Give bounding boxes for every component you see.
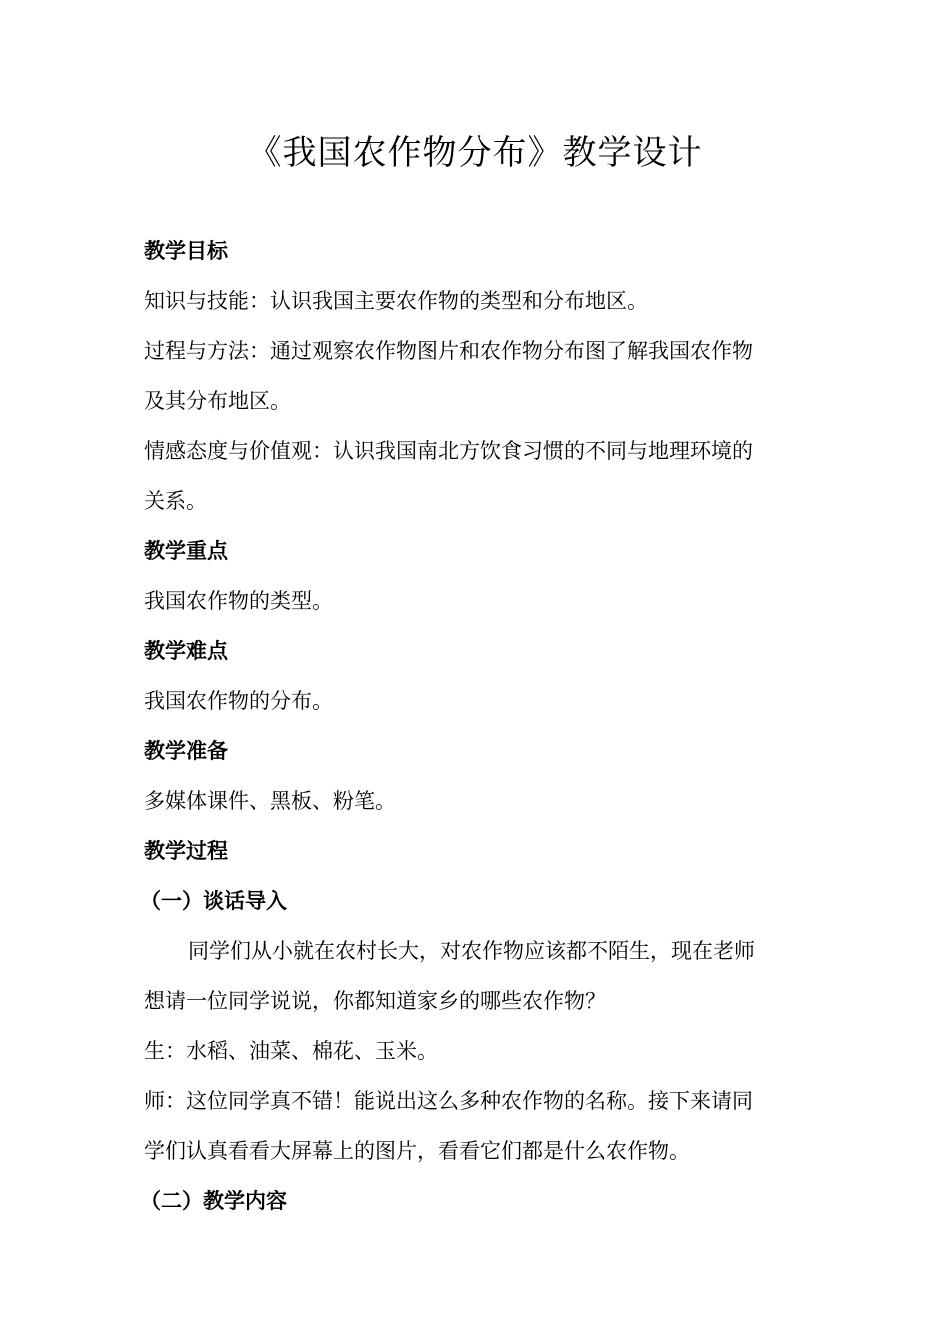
paragraph-emotion-values-cont: 关系。 <box>144 489 207 513</box>
paragraph-key-points: 我国农作物的类型。 <box>144 589 333 613</box>
document-body <box>140 226 806 1226</box>
paragraph-student-answer: 生：水稻、油菜、棉花、玉米。 <box>144 1039 438 1063</box>
paragraph-difficulties: 我国农作物的分布。 <box>144 689 333 713</box>
subheading-introduction: （一）谈话导入 <box>140 889 287 913</box>
paragraph-process-method: 过程与方法：通过观察农作物图片和农作物分布图了解我国农作物 <box>144 339 753 363</box>
section-heading-objectives: 教学目标 <box>144 239 228 263</box>
paragraph-teacher-response-cont: 学们认真看看大屏幕上的图片，看看它们都是什么农作物。 <box>144 1139 690 1163</box>
document-title: 《我国农作物分布》教学设计 <box>247 133 703 173</box>
paragraph-introduction: 同学们从小就在农村长大，对农作物应该都不陌生，现在老师 <box>188 939 755 963</box>
paragraph-knowledge-skills: 知识与技能：认识我国主要农作物的类型和分布地区。 <box>144 289 648 313</box>
subheading-teaching-content: （二）教学内容 <box>140 1189 287 1213</box>
section-heading-difficulties: 教学难点 <box>144 639 228 663</box>
section-heading-key-points: 教学重点 <box>144 539 228 563</box>
paragraph-preparation: 多媒体课件、黑板、粉笔。 <box>144 789 396 813</box>
paragraph-process-method-cont: 及其分布地区。 <box>144 389 291 413</box>
paragraph-teacher-response: 师：这位同学真不错！能说出这么多种农作物的名称。接下来请同 <box>144 1089 753 1113</box>
paragraph-introduction-cont: 想请一位同学说说，你都知道家乡的哪些农作物？ <box>144 989 606 1013</box>
section-heading-process: 教学过程 <box>144 839 228 863</box>
section-heading-preparation: 教学准备 <box>144 739 228 763</box>
paragraph-emotion-values: 情感态度与价值观：认识我国南北方饮食习惯的不同与地理环境的 <box>144 439 753 463</box>
